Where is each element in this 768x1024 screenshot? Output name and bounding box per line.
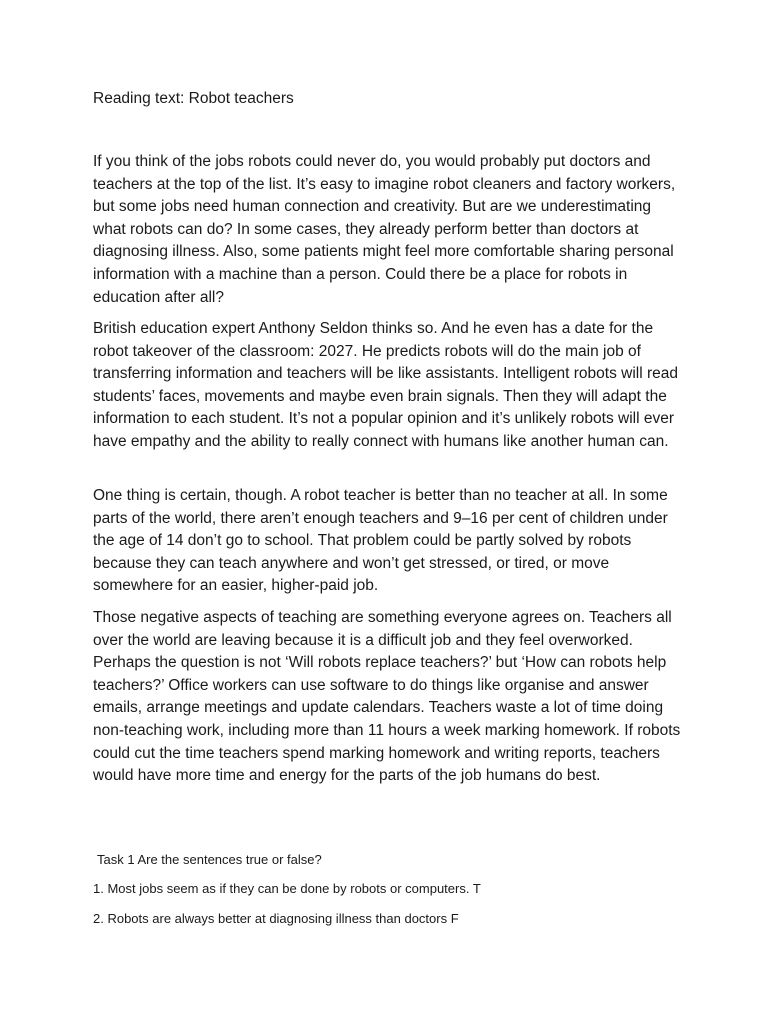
- task-heading: Task 1 Are the sentences true or false?: [97, 852, 322, 867]
- paragraph-3: One thing is certain, though. A robot teacher is better than no teacher at all. In some parts of the world, there aren’t enough teachers and 9–16 per cent of children under the age of 14 don’t go to school. That problem could be partly solved by robots because they can teach anywhere and won’t get stressed, or tired, or move somewhere for an easier, higher-paid job.: [93, 487, 668, 595]
- task-item: 1. Most jobs seem as if they can be done by robots or computers. T: [93, 881, 481, 896]
- paragraph-4: Those negative aspects of teaching are something everyone agrees on. Teachers all over the world are leaving because it is a difficult job and they feel overworked. Perhaps the question is not ‘Will robots replace teachers?’ but ‘How can robots help teachers?’ Office workers can use software to do things like organise and answer emails, arrange meetings and update calendars. Teachers waste a lot of time doing non-teaching work, including more than 11 hours a week marking homework. If robots could cut the time teachers spend marking homework and writing reports, teachers would have more time and energy for the parts of the job humans do best.: [93, 609, 681, 785]
- document-title: Reading text: Robot teachers: [93, 90, 294, 107]
- task-item: 2. Robots are always better at diagnosing illness than doctors F: [93, 911, 459, 926]
- paragraph-2: British education expert Anthony Seldon thinks so. And he even has a date for the robot takeover of the classroom: 2027. He predicts robots will do the main job of transferring information and teachers will be like assistants. Intelligent robots will read students’ faces, movements and maybe even brain signals. Then they will adapt the information to each student. It’s not a popular opinion and it’s unlikely robots will ever have empathy and the ability to really connect with humans like another human can.: [93, 320, 678, 450]
- paragraph-1: If you think of the jobs robots could never do, you would probably put doctors and teachers at the top of the list. It’s easy to imagine robot cleaners and factory workers, but some jobs need human connection and creativity. But are we underestimating what robots can do? In some cases, they already perform better than doctors at diagnosing illness. Also, some patients might feel more comfortable sharing personal information with a machine than a person. Could there be a place for robots in education after all?: [93, 153, 676, 306]
